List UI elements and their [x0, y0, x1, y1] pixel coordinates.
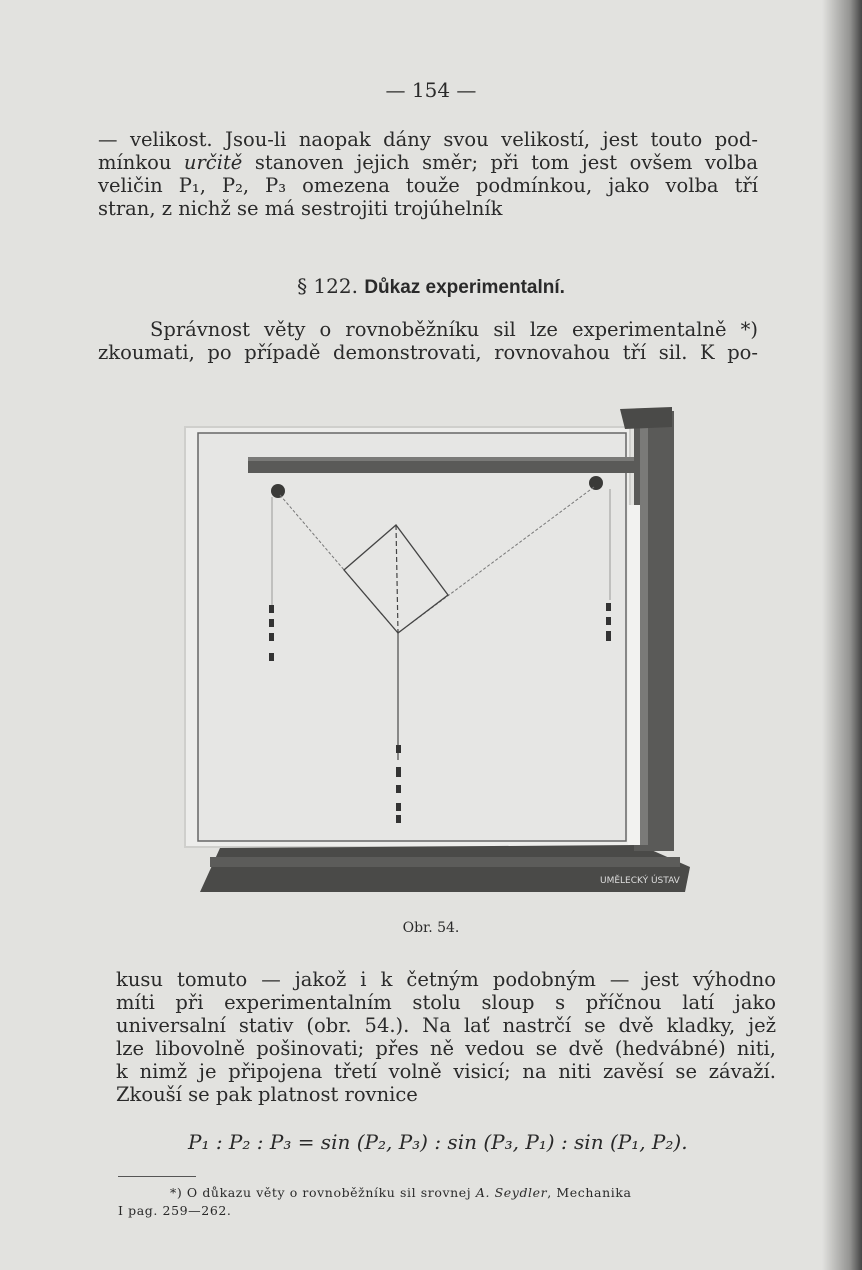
footnote-line-2: I pag. 259—262.	[118, 1203, 232, 1218]
footnote-end: , Mechanika	[547, 1185, 632, 1200]
paragraph-1-line-1: — velikost. Jsou-li naopak dány svou velikostí, jest touto pod-	[98, 128, 758, 151]
paragraph-1-line-2	[98, 151, 758, 174]
paragraph-1-line-4: stran, z nichž se má sestrojiti trojúhelník	[98, 197, 503, 220]
footnote	[118, 1184, 780, 1220]
paragraph-3-line-3: universalní stativ (obr. 54.). Na lať nastrčí se dvě kladky, jež	[116, 1014, 776, 1037]
paragraph-3-line-4: lze libovolně pošinovati; přes ně vedou se dvě (hedvábné) niti,	[116, 1037, 776, 1060]
paragraph-1-line-3: veličin P₁, P₂, P₃ omezena touže podmínkou, jako volba tří	[98, 174, 758, 197]
weights-right	[606, 603, 611, 641]
paragraph-1	[98, 128, 758, 220]
paragraph-3-line-6: Zkouší se pak platnost rovnice	[116, 1083, 418, 1106]
paragraph-2-line-1: Správnost věty o rovnoběžníku sil lze experimentalně *)	[150, 318, 758, 341]
column-highlight	[640, 415, 648, 845]
footnote-rule	[118, 1176, 196, 1177]
section-symbol: § 122.	[297, 274, 358, 298]
line-2-rest: stanoven jejich směr; při tom jest ovšem volba	[242, 151, 758, 174]
paragraph-2	[98, 318, 758, 364]
section-title-text: Důkaz experimentalní.	[364, 277, 565, 298]
stamp-text: UMĚLECKÝ ÚSTAV	[600, 876, 680, 886]
page-edge-shadow	[822, 0, 862, 1270]
apparatus-illustration	[180, 405, 700, 900]
pulley-left	[271, 484, 285, 498]
line-2-start: mínkou	[98, 151, 184, 174]
figure-apparatus	[180, 405, 700, 900]
paragraph-2-line-2: zkoumati, po případě demonstrovati, rovnovahou tří sil. K po-	[98, 341, 758, 364]
section-heading	[0, 274, 862, 299]
pulley-right	[589, 476, 603, 490]
board-panel	[198, 433, 626, 841]
paragraph-3-line-2: míti při experimentalním stolu sloup s příčnou latí jako	[116, 991, 776, 1014]
footnote-author: A. Seydler	[475, 1185, 548, 1200]
stand-base-edge	[210, 857, 680, 867]
figure-caption: Obr. 54.	[402, 920, 460, 936]
paragraph-3-line-5: k nimž je připojena třetí volně visicí; na niti zavěsí se závaží.	[116, 1060, 776, 1083]
column-light-strip	[628, 505, 640, 845]
emphasis-urcite: určitě	[183, 151, 243, 174]
page-number: — 154 —	[385, 78, 477, 102]
paragraph-3-line-1: kusu tomuto — jakož i k četným podobným — jest výhodno	[116, 968, 776, 991]
column-cap	[620, 407, 672, 429]
formula: P₁ : P₂ : P₃ = sin (P₂, P₃) : sin (P₃, P₁) : sin (P₁, P₂).	[188, 1130, 688, 1154]
paragraph-3	[116, 968, 776, 1106]
crossbar-highlight	[248, 457, 634, 461]
footnote-start: *) O důkazu věty o rovnoběžníku sil srovnej	[170, 1185, 476, 1200]
footnote-line-1	[118, 1184, 780, 1202]
